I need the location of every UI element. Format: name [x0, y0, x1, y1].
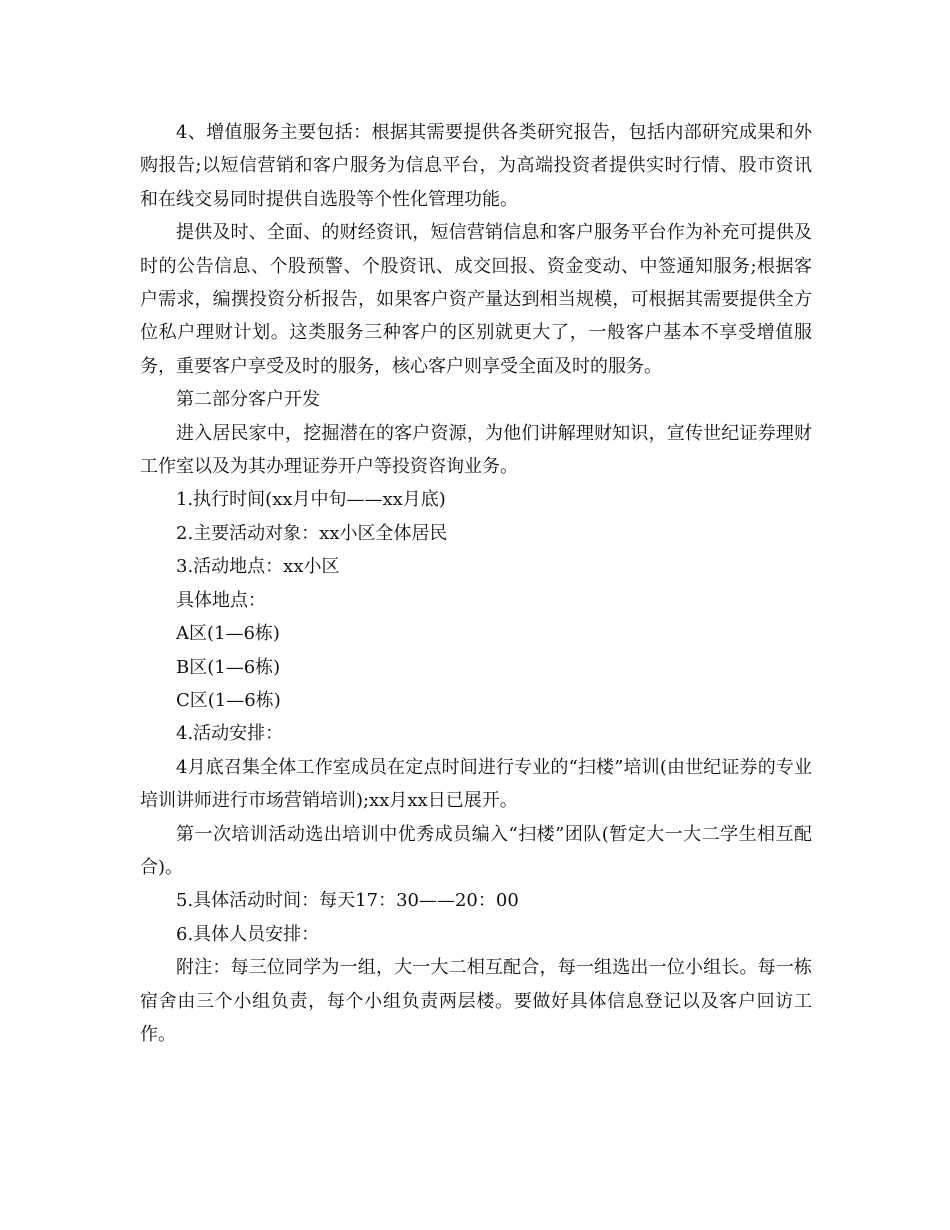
item-location: 3.活动地点：xx小区 [176, 556, 340, 578]
item-zone-c: C区(1—6栋) [176, 689, 281, 711]
item-specific-location-label: 具体地点： [176, 589, 266, 611]
item-staff-arrangement: 6.具体人员安排： [176, 923, 320, 945]
paragraph-training: 4月底召集全体工作室成员在定点时间进行专业的“扫楼”培训(由世纪证券的专业培训讲师进行市场营销培训);xx月xx日已展开。 [140, 756, 812, 812]
paragraph-enter-homes: 进入居民家中，挖掘潜在的客户资源，为他们讲解理财知识，宣传世纪证券理财工作室以及为其办理证券开户等投资咨询业务。 [140, 422, 812, 478]
section-heading-customer-development: 第二部分客户开发 [176, 389, 320, 411]
item-zone-a: A区(1—6栋) [176, 623, 280, 645]
item-activity-time: 5.具体活动时间：每天17：30——20：00 [176, 890, 519, 912]
paragraph-value-added-services: 4、增值服务主要包括：根据其需要提供各类研究报告，包括内部研究成果和外购报告;以短信营销和客户服务为信息平台，为高端投资者提供实时行情、股市资讯和在线交易同时提供自选股等个性化管理功能。 [140, 122, 812, 210]
item-zone-b: B区(1—6栋) [176, 656, 281, 678]
item-target-audience: 2.主要活动对象：xx小区全体居民 [176, 522, 448, 544]
paragraph-note: 附注：每三位同学为一组，大一大二相互配合，每一组选出一位小组长。每一栋宿舍由三个小组负责，每个小组负责两层楼。要做好具体信息登记以及客户回访工作。 [140, 957, 812, 1045]
item-activity-arrangement: 4.活动安排： [176, 723, 284, 745]
item-execution-time: 1.执行时间(xx月中旬——xx月底) [176, 489, 446, 511]
paragraph-financial-info: 提供及时、全面、的财经资讯，短信营销信息和客户服务平台作为补充可提供及时的公告信息、个股预警、个股资讯、成交回报、资金变动、中签通知服务;根据客户需求，编撰投资分析报告，如果客户资产量达到相当规模，可根据其需要提供全方位私户理财计划。这类服务三种客户的区别就更大了，一般客户基本不享受增值服务，重要客户享受及时的服务，核心客户则享受全面及时的服务。 [140, 222, 812, 377]
document-body [140, 116, 812, 1051]
paragraph-first-training: 第一次培训活动选出培训中优秀成员编入“扫楼”团队(暂定大一大二学生相互配合)。 [140, 823, 812, 878]
